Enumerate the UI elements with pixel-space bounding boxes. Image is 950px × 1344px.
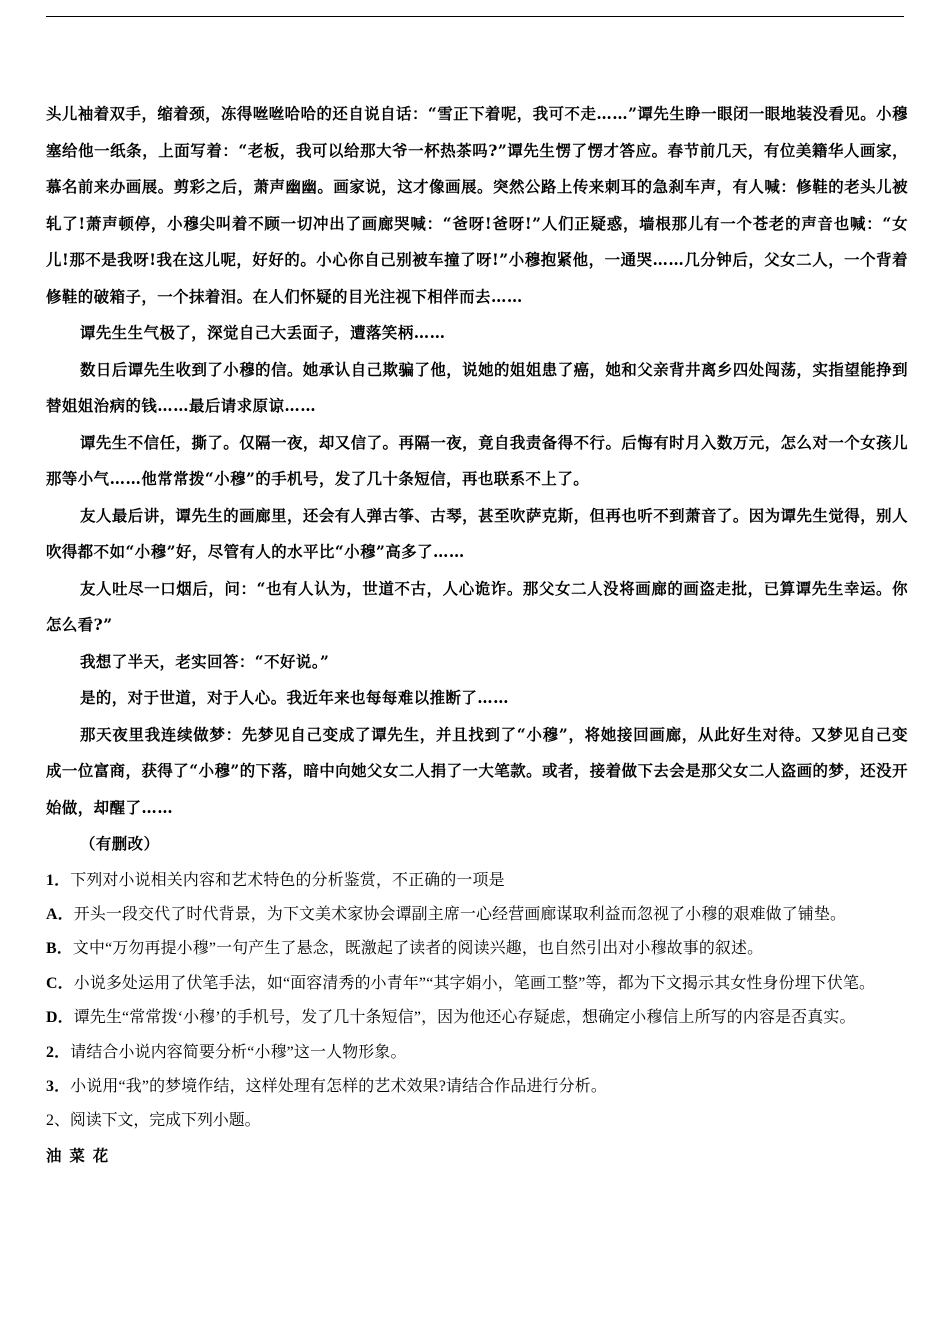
question-1 [46, 864, 908, 898]
story-paragraph-8: 是的，对于世道，对于人心。我近年来也每每难以推断了…… [80, 689, 510, 707]
story-paragraph-1: 头儿袖着双手，缩着颈，冻得咝咝哈哈的还自说自话：“雪正下着呢，我可不走……”谭先生睁一眼闭一眼地装没看见。小穆塞给他一纸条，上面写着：“老板，我可以给那大爷一杯热茶吗?”谭先生愣了愣才答应。春节前几天，有位美籍华人画家，慕名前来办画展。剪彩之后，萧声幽幽。画家说，这才像画展。突然公路上传来刺耳的急刹车声，有人喊：修鞋的老头儿被轧了!萧声顿停，小穆尖叫着不顾一切冲出了画廊哭喊：“爸呀!爸呀!”人们正疑惑，墙根那儿有一个苍老的声音也喊：“女儿!那不是我呀!我在这儿呢，好好的。小心你自己别被车撞了呀!”小穆抱紧他，一通哭……几分钟后，父女二人，一个背着修鞋的破箱子，一个抹着泪。在人们怀疑的目光注视下相伴而去…… [46, 105, 908, 306]
document-content [46, 96, 908, 1173]
option-letter: D． [46, 1009, 74, 1027]
story-paragraph-2: 谭先生生气极了，深觉自己大丢面子，遭落笑柄…… [80, 324, 446, 342]
header-rule [46, 16, 904, 17]
option-letter: A． [46, 905, 74, 923]
story-paragraph-7: 我想了半天，老实回答：“不好说。” [80, 652, 330, 671]
option-c [46, 967, 908, 1001]
option-text: 文中“万勿再提小穆”一句产生了悬念，既激起了读者的阅读兴趣，也自然引出对小穆故事的叙述。 [72, 940, 764, 958]
option-b [46, 932, 908, 966]
question-text: 下列对小说相关内容和艺术特色的分析鉴赏，不正确的一项是 [70, 871, 505, 889]
option-letter: B． [46, 940, 73, 958]
option-a [46, 898, 908, 932]
question-2 [46, 1036, 908, 1070]
story-paragraph-4: 谭先生不信任，撕了。仅隔一夜，却又信了。再隔一夜，竟自我责备得不行。后悔有时月入数万元，怎么对一个女孩儿那等小气……他常常拨“小穆”的手机号，发了几十条短信，再也联系不上了。 [46, 433, 908, 488]
option-d [46, 1001, 908, 1035]
option-letter: C． [46, 974, 74, 992]
story-paragraph-6: 友人吐尽一口烟后，问：“也有人认为，世道不古，人心诡诈。那父女二人没将画廊的画盗走批，已算谭先生幸运。你怎么看?” [46, 579, 908, 634]
section-heading: 2、阅读下文，完成下列小题。 [46, 1112, 261, 1130]
question-text: 小说用“我”的梦境作结，这样处理有怎样的艺术效果?请结合作品进行分析。 [70, 1077, 607, 1095]
story-paragraph-3: 数日后谭先生收到了小穆的信。她承认自己欺骗了他，说她的姐姐患了癌，她和父亲背井离乡四处闯荡，实指望能挣到替姐姐治病的钱……最后请求原谅…… [46, 360, 908, 415]
question-number: 1． [46, 871, 71, 889]
option-text: 开头一段交代了时代背景，为下文美术家协会谭副主席一心经营画廊谋取利益而忽视了小穆的艰难做了铺垫。 [73, 905, 847, 923]
source-note: （有删改） [80, 835, 160, 853]
option-text: 谭先生“常常拨‘小穆’的手机号，发了几十条短信”，因为他还心存疑虑，想确定小穆信上所写的内容是否真实。 [73, 1009, 856, 1027]
option-text: 小说多处运用了伏笔手法，如“面容清秀的小青年”“其字娟小，笔画工整”等，都为下文揭示其女性身份埋下伏笔。 [73, 974, 876, 992]
question-3 [46, 1070, 908, 1104]
question-number: 3． [46, 1077, 71, 1095]
reading-title: 油菜花 [46, 1146, 117, 1165]
story-paragraph-5: 友人最后讲，谭先生的画廊里，还会有人弹古筝、古琴，甚至吹萨克斯，但再也听不到萧音了。因为谭先生觉得，别人吹得都不如“小穆”好，尽管有人的水平比“小穆”高多了…… [46, 506, 908, 561]
story-paragraph-9: 那天夜里我连续做梦：先梦见自己变成了谭先生，并且找到了“小穆”，将她接回画廊，从此好生对待。又梦见自己变成一位富商，获得了“小穆”的下落，暗中向她父女二人捐了一大笔款。或者，接着做下去会是那父女二人盗画的梦，还没开始做，却醒了…… [46, 725, 908, 817]
question-text: 请结合小说内容简要分析“小穆”这一人物形象。 [70, 1043, 407, 1061]
question-list [46, 864, 908, 1105]
story-excerpt [46, 96, 908, 863]
question-number: 2． [46, 1043, 71, 1061]
